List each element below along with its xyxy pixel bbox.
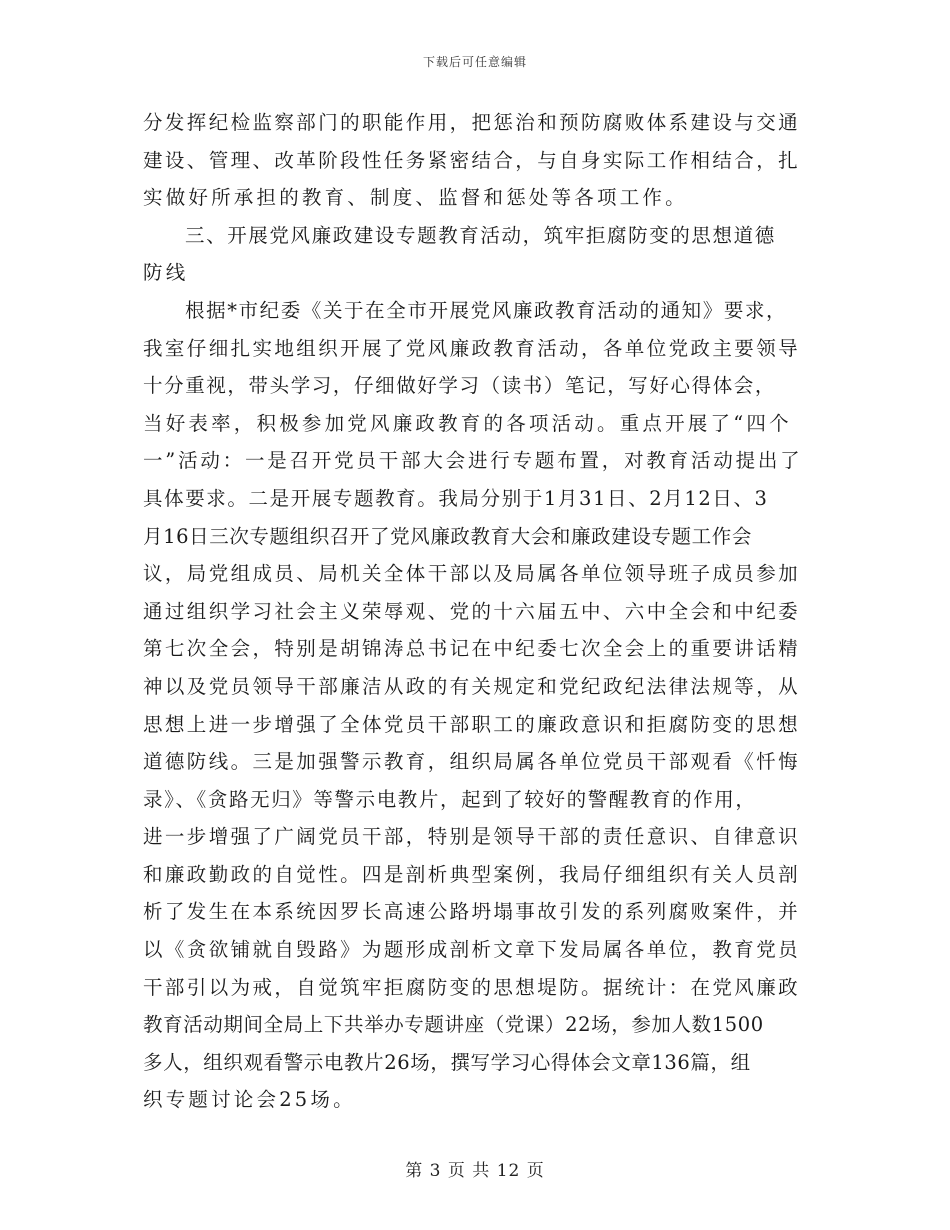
page-header: 下载后可任意编辑 <box>422 55 527 69</box>
section-heading-line: 防线 <box>143 261 189 285</box>
text-line: 以《贪欲铺就自毁路》为题形成剖析文章下发局属各单位，教育党员 <box>143 938 801 962</box>
text-line: 月16日三次专题组织召开了党风廉政教育大会和廉政建设专题工作会 <box>143 524 752 548</box>
text-line: 录》、《贪路无归》等警示电教片，起到了较好的警醒教育的作用， <box>143 787 757 811</box>
document-body <box>143 104 807 1119</box>
text-line: 进一步增强了广阔党员干部，特别是领导干部的责任意识、自律意识 <box>143 825 801 849</box>
text-line: 干部引以为戒，自觉筑牢拒腐防变的思想堤防。据统计：在党风廉政 <box>143 975 801 999</box>
text-line: 第七次全会，特别是胡锦涛总书记在中纪委七次全会上的重要讲话精 <box>143 637 801 661</box>
page-number-footer: 第 3 页 共 12 页 <box>405 1161 545 1181</box>
text-line: 神以及党员领导干部廉洁从政的有关规定和党纪政纪法律法规等，从 <box>143 674 801 698</box>
text-line: 道德防线。三是加强警示教育，组织局属各单位党员干部观看《忏悔 <box>143 750 801 774</box>
text-line: 议，局党组成员、局机关全体干部以及局属各单位领导班子成员参加 <box>143 562 801 586</box>
text-line: 实做好所承担的教育、制度、监督和惩处等各项工作。 <box>143 186 688 210</box>
text-line: 根据*市纪委《关于在全市开展党风廉政教育活动的通知》要求， <box>185 298 788 322</box>
text-line: 和廉政勤政的自觉性。四是剖析典型案例，我局仔细组织有关人员剖 <box>143 862 801 886</box>
text-line: 织专题讨论会25场。 <box>143 1088 356 1112</box>
text-line: 教育活动期间全局上下共举办专题讲座（党课）22场，参加人数1500 <box>143 1013 764 1037</box>
text-line: 十分重视，带头学习，仔细做好学习（读书）笔记，写好心得体会， <box>143 374 777 398</box>
text-line: 思想上进一步增强了全体党员干部职工的廉政意识和拒腐防变的思想 <box>143 712 801 736</box>
text-line: 我室仔细扎实地组织开展了党风廉政教育活动，各单位党政主要领导 <box>143 336 801 360</box>
text-line: 当好表率，积极参加党风廉政教育的各项活动。重点开展了“四个 <box>143 411 792 435</box>
section-heading-line: 三、开展党风廉政建设专题教育活动，筑牢拒腐防变的思想道德 <box>185 223 776 247</box>
text-line: 析了发生在本系统因罗长高速公路坍塌事故引发的系列腐败案件，并 <box>143 900 801 924</box>
text-line: 具体要求。二是开展专题教育。我局分别于1月31日、2月12日、3 <box>143 486 769 510</box>
text-line: 通过组织学习社会主义荣辱观、党的十六届五中、六中全会和中纪委 <box>143 599 801 623</box>
text-line: 多人，组织观看警示电教片26场，撰写学习心得体会文章136篇，组 <box>143 1050 751 1074</box>
text-line: 建设、管理、改革阶段性任务紧密结合，与自身实际工作相结合，扎 <box>143 148 801 172</box>
text-line: 一”活动：一是召开党员干部大会进行专题布置，对教育活动提出了 <box>143 449 803 473</box>
text-line: 分发挥纪检监察部门的职能作用，把惩治和预防腐败体系建设与交通 <box>143 111 801 134</box>
